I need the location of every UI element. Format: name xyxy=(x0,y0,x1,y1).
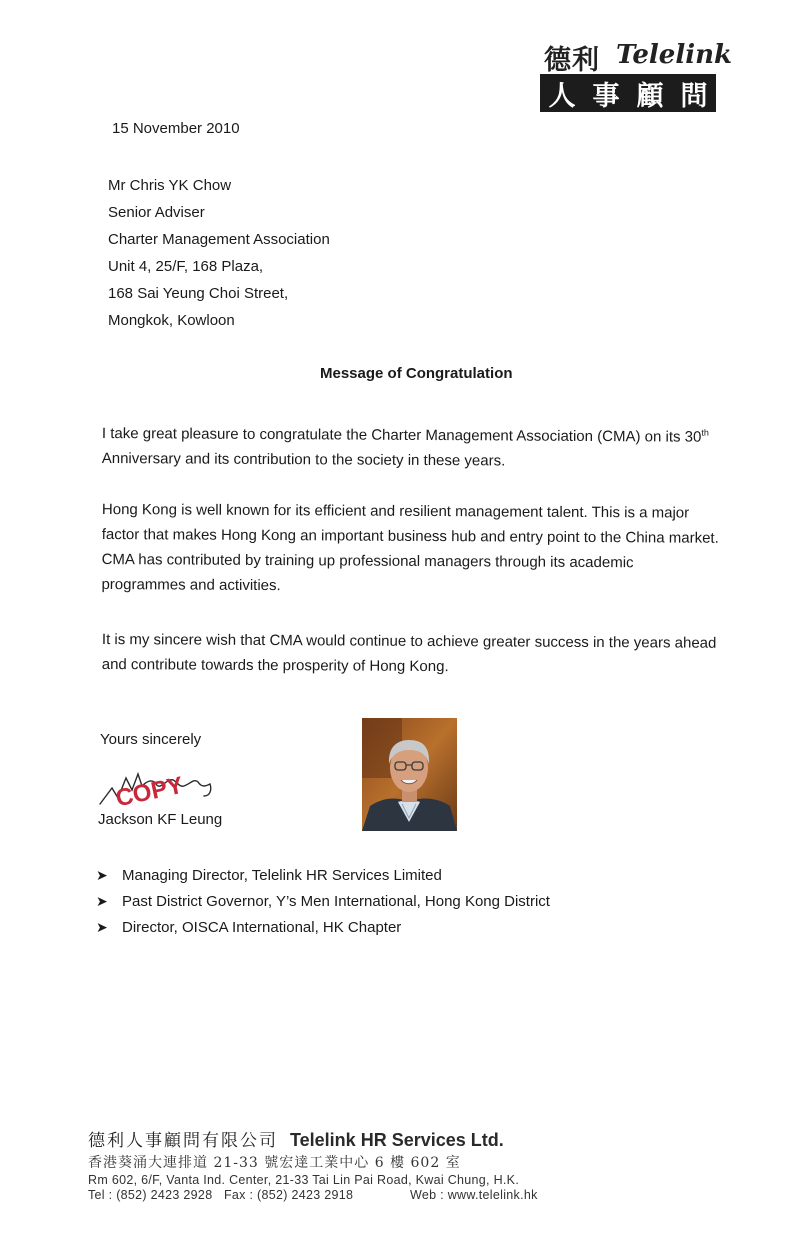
arrow-bullet-icon: ➤ xyxy=(96,918,108,935)
company-name-chinese: 德利人事顧問有限公司 xyxy=(88,1131,278,1151)
company-address-chinese: 香港葵涌大連排道 21-33 號宏達工業中心 6 樓 602 室 xyxy=(88,1155,461,1171)
telephone: Tel : (852) 2423 2928 xyxy=(88,1188,213,1202)
portrait-photo xyxy=(362,718,457,831)
letter-date: 15 November 2010 xyxy=(112,120,240,137)
body-paragraph-3: It is my sincere wish that CMA would continue to achieve greater success in the years ahead and contribute towards the prosperity of Hong Kong. xyxy=(101,630,717,676)
recipient-address xyxy=(108,172,330,334)
website: Web : www.telelink.hk xyxy=(410,1188,538,1202)
paragraph-text: Anniversary and its contribution to the society in these years. xyxy=(101,449,506,470)
position-text: Director, OISCA International, HK Chapter xyxy=(122,918,402,936)
ordinal-suffix: th xyxy=(701,427,709,438)
paragraph-text: I take great pleasure to congratulate the Charter Management Association (CMA) on its 30 xyxy=(101,424,702,446)
logo-banner-char: 人 xyxy=(548,80,576,112)
logo-banner xyxy=(540,74,716,112)
logo-banner-char: 顧 xyxy=(636,80,664,112)
recipient-address-line: Unit 4, 25/F, 168 Plaza, xyxy=(108,258,264,275)
recipient-address-line: 168 Sai Yeung Choi Street, xyxy=(108,285,289,302)
body-paragraph-1 xyxy=(102,417,722,475)
position-text: Past District Governor, Y’s Men International, Hong Kong District xyxy=(122,892,550,910)
arrow-bullet-icon: ➤ xyxy=(96,892,108,909)
copy-stamp: COPY xyxy=(113,771,186,810)
logo-chinese-name: 德利 xyxy=(544,45,600,76)
list-item xyxy=(96,888,550,914)
letterhead-footer xyxy=(88,1126,608,1202)
logo-english-name: Telelink xyxy=(616,40,732,70)
signature xyxy=(98,760,228,810)
body-paragraph-2: Hong Kong is well known for its efficient and resilient management talent. This is a major factor that makes Hong Kong an important business hub and entry point to the China market. CMA has contributed by training up professional managers through its academic programmes and activities. xyxy=(101,500,719,595)
recipient-title: Senior Adviser xyxy=(108,204,205,221)
letter-subject: Message of Congratulation xyxy=(320,365,513,382)
company-name-english: Telelink HR Services Ltd. xyxy=(290,1130,504,1150)
company-address-english: Rm 602, 6/F, Vanta Ind. Center, 21-33 Tai Lin Pai Road, Kwai Chung, H.K. xyxy=(88,1173,520,1187)
list-item xyxy=(96,862,550,888)
recipient-address-line: Mongkok, Kowloon xyxy=(108,312,235,329)
handwritten-signature xyxy=(98,760,228,810)
logo-banner-char: 問 xyxy=(680,80,708,112)
signer-name: Jackson KF Leung xyxy=(98,811,223,828)
closing-salutation: Yours sincerely xyxy=(100,731,202,748)
fax: Fax : (852) 2423 2918 xyxy=(224,1188,354,1202)
signer-positions-list xyxy=(96,862,550,940)
list-item xyxy=(96,914,550,940)
arrow-bullet-icon: ➤ xyxy=(96,866,108,883)
recipient-name: Mr Chris YK Chow xyxy=(108,177,232,194)
company-contact xyxy=(88,1188,608,1202)
logo-banner-char: 事 xyxy=(592,80,620,112)
position-text: Managing Director, Telelink HR Services Limited xyxy=(122,866,442,884)
letterhead-logo xyxy=(540,36,732,112)
recipient-organization: Charter Management Association xyxy=(108,231,330,248)
